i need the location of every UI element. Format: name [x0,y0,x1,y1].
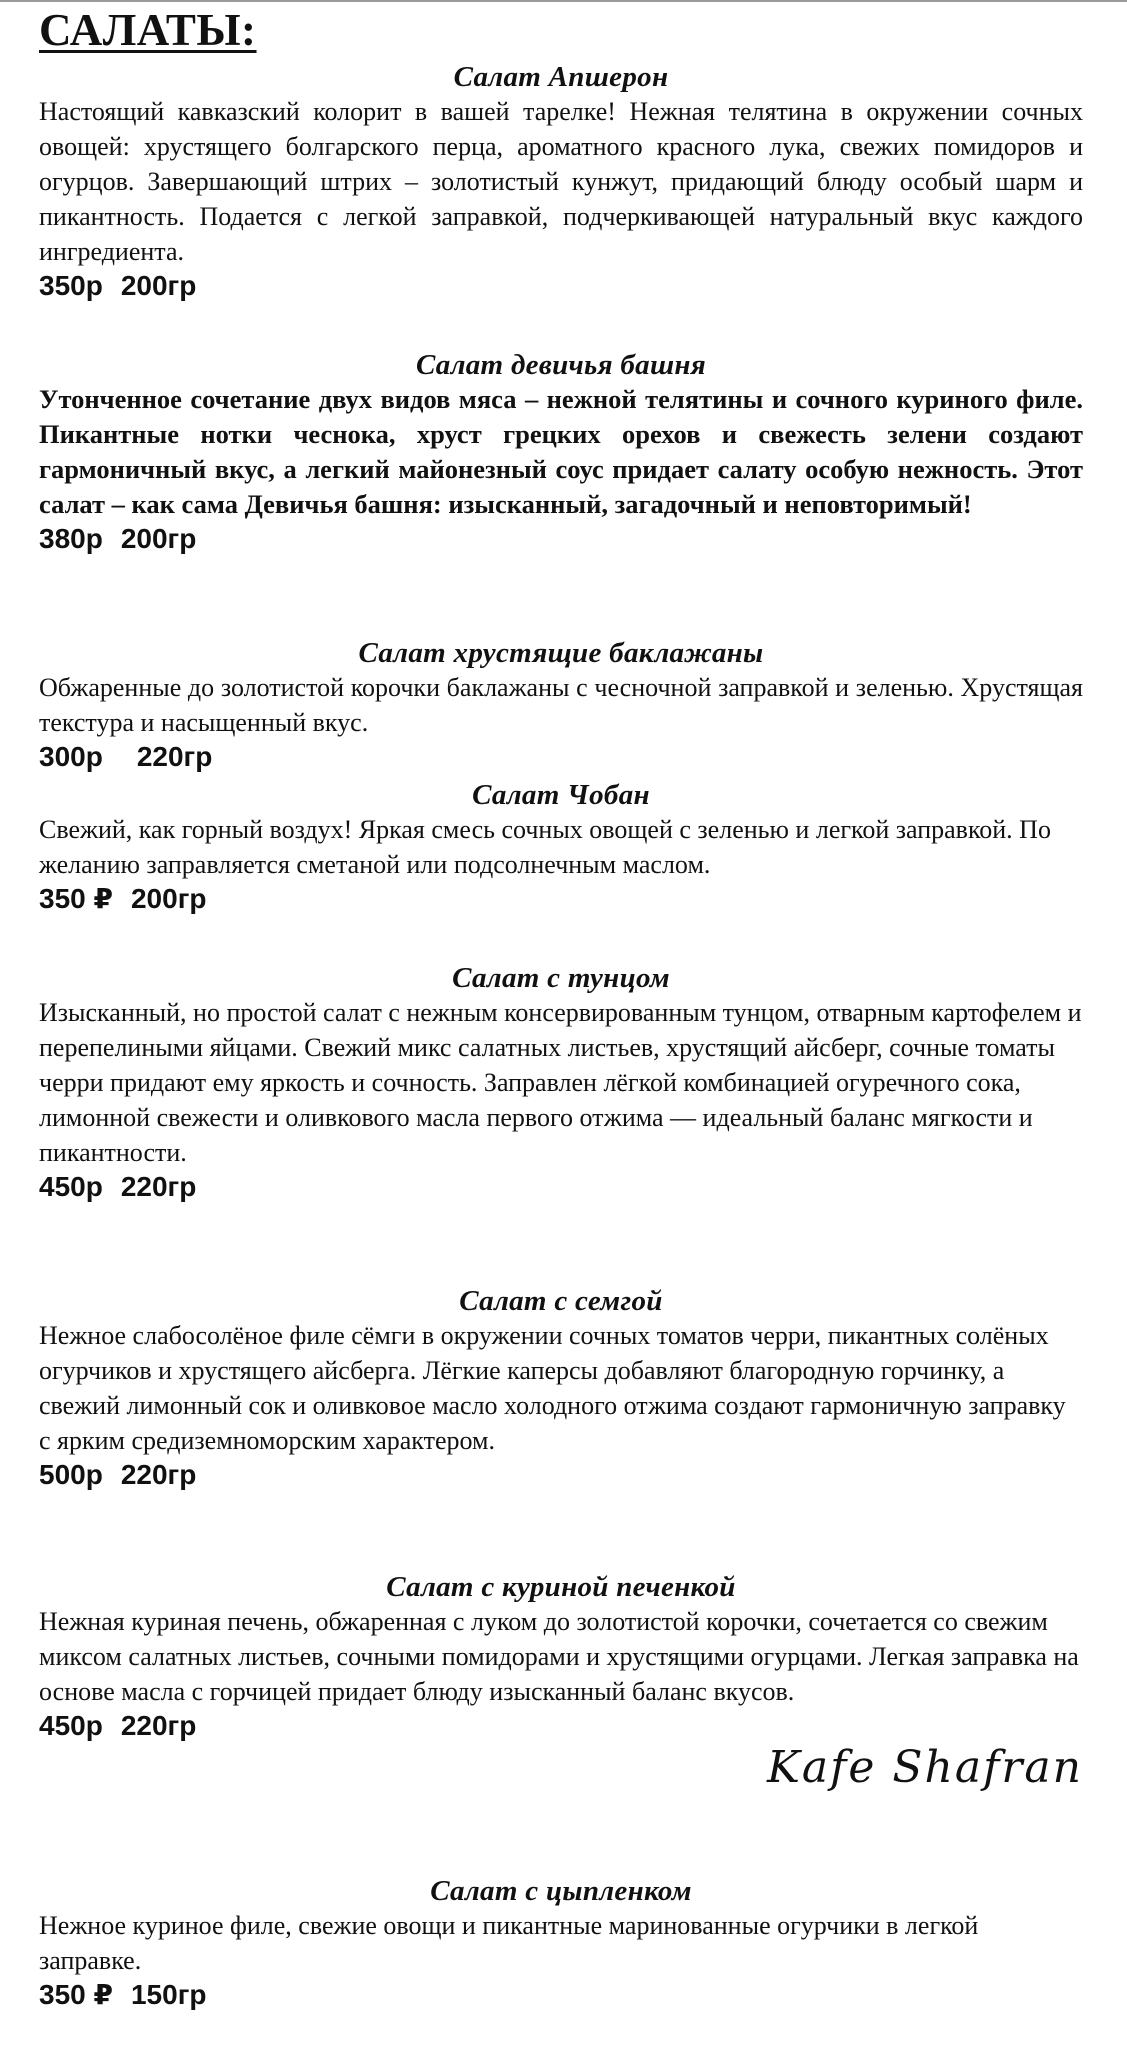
item-price-line [39,1978,1083,2012]
item-name: Салат Чобан [472,779,650,811]
item-description: Свежий, как горный воздух! Яркая смесь сочных овощей с зеленью и легкой заправкой. По желанию заправляется сметаной или подсолнечным маслом. [39,815,1051,879]
item-price: 350 ₽ [39,883,113,914]
item-price-line [39,522,1083,556]
item-price-line [39,740,1083,774]
menu-item-tuna [39,961,1083,1204]
item-price: 450р [39,1171,103,1202]
item-price: 350р [39,270,103,301]
item-weight: 220гр [120,1710,197,1741]
menu-item-apsheron [39,60,1083,303]
item-description: Нежное куриное филе, свежие овощи и пикантные маринованные огурчики в легкой заправке. [39,1911,979,1975]
item-name: Салат с цыпленком [430,1875,692,1907]
item-description: Настоящий кавказский колорит в вашей тарелке! Нежная телятина в окружении сочных овощей: хрустящего болгарского перца, ароматного красного лука, свежих помидоров и огурцов. Завершающий штрих – золотистый кунжут, придающий блюду особый шарм и пикантность. Подается с легкой заправкой, подчеркивающей натуральный вкус каждого ингредиента. [39,97,1083,266]
item-weight: 200гр [130,883,207,914]
item-price-line [39,269,1083,303]
top-divider [0,0,1127,2]
item-name: Салат с куриной печенкой [386,1571,736,1603]
item-weight: 220гр [136,741,213,772]
menu-item-chicken [39,1874,1083,2012]
menu-item-chicken-liver [39,1570,1083,1743]
menu-item-choban [39,778,1083,916]
item-weight: 200гр [120,270,197,301]
item-price: 450р [39,1710,103,1741]
item-description: Нежное слабосолёное филе сёмги в окружении сочных томатов черри, пикантных солёных огурчиков и хрустящего айсберга. Лёгкие каперсы добавляют благородную горчинку, а свежий лимонный сок и оливковое масло холодного отжима создают гармоничную заправку с ярким средиземноморским характером. [39,1321,1066,1455]
brand-signature: Kafe Shafran [766,1742,1083,1793]
item-description: Утонченное сочетание двух видов мяса – нежной телятины и сочного куриного филе. Пикантные нотки чеснока, хруст грецких орехов и свежесть зелени создают гармоничный вкус, а легкий майонезный соус придает салату особую нежность. Этот салат – как сама Девичья башня: изысканный, загадочный и неповторимый! [39,384,1083,519]
item-description: Обжаренные до золотистой корочки баклажаны с чесночной заправкой и зеленью. Хрустящая текстура и насыщенный вкус. [39,673,1083,737]
item-name: Салат с семгой [459,1285,663,1317]
item-name: Салат Апшерон [453,61,669,93]
item-name: Салат девичья башня [415,349,707,381]
item-description: Изысканный, но простой салат с нежным консервированным тунцом, отварным картофелем и перепелиными яйцами. Свежий микс салатных листьев, хрустящий айсберг, сочные томаты черри придают ему яркость и сочность. Заправлен лёгкой комбинацией огуречного сока, лимонной свежести и оливкового масла первого отжима — идеальный баланс мягкости и пикантности. [39,998,1082,1167]
item-weight: 200гр [120,523,197,554]
item-price: 350 ₽ [39,1979,113,2010]
item-price: 300р [39,741,103,772]
section-title: САЛАТЫ: [39,5,257,55]
item-description: Нежная куриная печень, обжаренная с луком до золотистой корочки, сочетается со свежим миксом салатных листьев, сочными помидорами и хрустящими огурцами. Легкая заправка на основе масла с горчицей придает блюду изысканный баланс вкусов. [39,1607,1079,1706]
item-price-line [39,882,1083,916]
item-price: 380р [39,523,103,554]
item-weight: 220гр [120,1171,197,1202]
item-price-line [39,1458,1083,1492]
menu-item-maiden-tower [39,348,1083,556]
item-price-line [39,1170,1083,1204]
menu-item-crispy-eggplant [39,636,1083,774]
item-price: 500р [39,1459,103,1490]
menu-item-salmon [39,1284,1083,1492]
item-weight: 150гр [130,1979,207,2010]
item-name: Салат с тунцом [452,962,670,994]
item-weight: 220гр [120,1459,197,1490]
item-name: Салат хрустящие баклажаны [358,637,764,669]
